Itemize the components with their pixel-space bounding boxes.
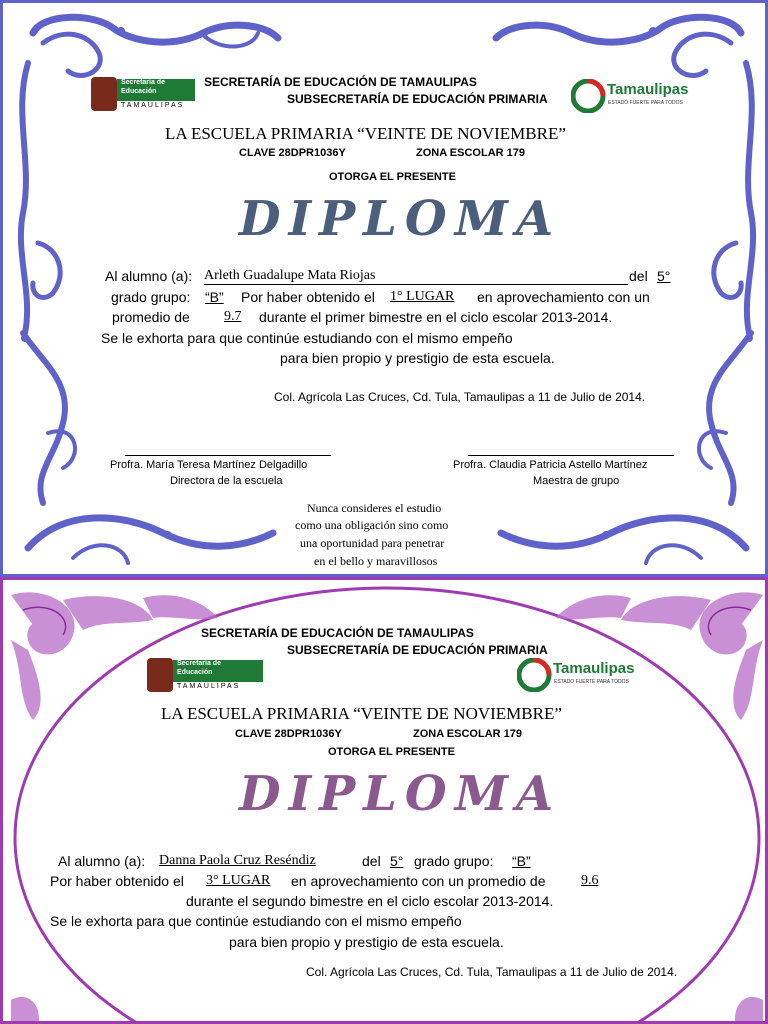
promedio-value: 9.6 [581,873,599,888]
student-name: Danna Paola Cruz Reséndiz [159,853,316,868]
clave: CLAVE 28DPR1036Y [235,728,342,740]
logo-left-line1: Secretaría de [177,660,221,667]
otorga-el-presente: OTORGA EL PRESENTE [329,171,456,183]
durante-text: durante el segundo bimestre en el ciclo escolar 2013-2014. [186,893,554,909]
quote-line-1: Nunca consideres el estudio [307,501,442,515]
quote-line-3: una oportunidad para penetrar [300,536,445,550]
diploma-title: DIPLOMA [239,766,562,822]
quote-line-4: en el bello y maravillosos [314,554,438,568]
grado-value: 5° [390,853,404,869]
diploma-title: DIPLOMA [239,191,562,247]
lugar-fecha: Col. Agrícola Las Cruces, Cd. Tula, Tamaulipas a 11 de Julio de 2014. [306,965,678,979]
alumno-label: Al alumno (a): [58,853,146,869]
quote-line-2: como una obligación sino como [295,518,449,532]
alumno-label: Al alumno (a): [105,268,193,284]
zona-escolar: ZONA ESCOLAR 179 [413,728,523,740]
logo-right-tagline: ESTADO FUERTE PARA TODOS [554,679,629,685]
promedio-label: promedio de [112,309,190,325]
header-subsecretaria: SUBSECRETARÍA DE EDUCACIÓN PRIMARIA [287,92,548,106]
del-label: del [362,853,381,869]
school-name: LA ESCUELA PRIMARIA “VEINTE DE NOVIEMBRE” [165,124,566,143]
signature-line-teacher [468,455,674,456]
aprovechamiento-text: en aprovechamiento con un promedio de [291,873,546,889]
teacher-name: Profra. Claudia Patricia Astello Martínez [453,459,648,471]
logo-right-name: Tamaulipas [607,81,689,98]
promedio-value: 9.7 [224,309,242,324]
exhorta-text: Se le exhorta para que continúe estudiando con el mismo empeño [50,913,462,929]
logo-left-line3: TAMAULIPAS [177,683,241,690]
header-secretaria: SECRETARÍA DE EDUCACIÓN DE TAMAULIPAS [204,75,477,89]
grado-grupo-label: grado grupo: [414,853,494,869]
director-role: Directora de la escuela [170,475,283,487]
aprovechamiento-text: en aprovechamiento con un [477,289,650,305]
logo-right-name: Tamaulipas [553,660,635,677]
lugar-value: 3° LUGAR [206,873,271,888]
otorga-el-presente: OTORGA EL PRESENTE [328,746,455,758]
logo-left-line1: Secretaría de [121,79,165,86]
signature-line-director [125,455,331,456]
header-secretaria: SECRETARÍA DE EDUCACIÓN DE TAMAULIPAS [201,626,474,640]
logo-left-line3: TAMAULIPAS [121,102,185,109]
director-name: Profra. María Teresa Martínez Delgadillo [110,459,308,471]
school-name: LA ESCUELA PRIMARIA “VEINTE DE NOVIEMBRE” [161,704,562,723]
logo-right-tagline: ESTADO FUERTE PARA TODOS [608,100,683,106]
grupo-value: “B” [512,853,531,869]
logo-left-line2: Educación [121,88,157,95]
state-seal-icon [91,77,117,111]
bien-propio-text: para bien propio y prestigio de esta escuela. [229,934,504,950]
diploma-certificate-2 [0,577,768,1024]
exhorta-text: Se le exhorta para que continúe estudiando con el mismo empeño [101,330,513,346]
logo-left-line2: Educación [177,669,213,676]
clave: CLAVE 28DPR1036Y [239,147,346,159]
tamaulipas-emblem-icon [517,658,553,692]
student-name: Arleth Guadalupe Mata Riojas [204,268,628,285]
grado-grupo-label: grado grupo: [111,289,191,305]
zona-escolar: ZONA ESCOLAR 179 [416,147,526,159]
del-label: del [629,268,648,284]
grado-value: 5° [657,268,671,284]
bien-propio-text: para bien propio y prestigio de esta escuela. [280,350,555,366]
lugar-fecha: Col. Agrícola Las Cruces, Cd. Tula, Tamaulipas a 11 de Julio de 2014. [274,390,646,404]
por-haber-text: Por haber obtenido el [50,873,184,889]
grupo-value: “B” [205,289,224,305]
tamaulipas-emblem-icon [571,79,607,113]
durante-text: durante el primer bimestre en el ciclo escolar 2013-2014. [259,309,613,325]
lugar-value: 1° LUGAR [390,289,455,304]
header-subsecretaria: SUBSECRETARÍA DE EDUCACIÓN PRIMARIA [287,643,548,657]
por-haber-text: Por haber obtenido el [241,289,375,305]
state-seal-icon [147,658,173,692]
teacher-role: Maestra de grupo [533,475,620,487]
